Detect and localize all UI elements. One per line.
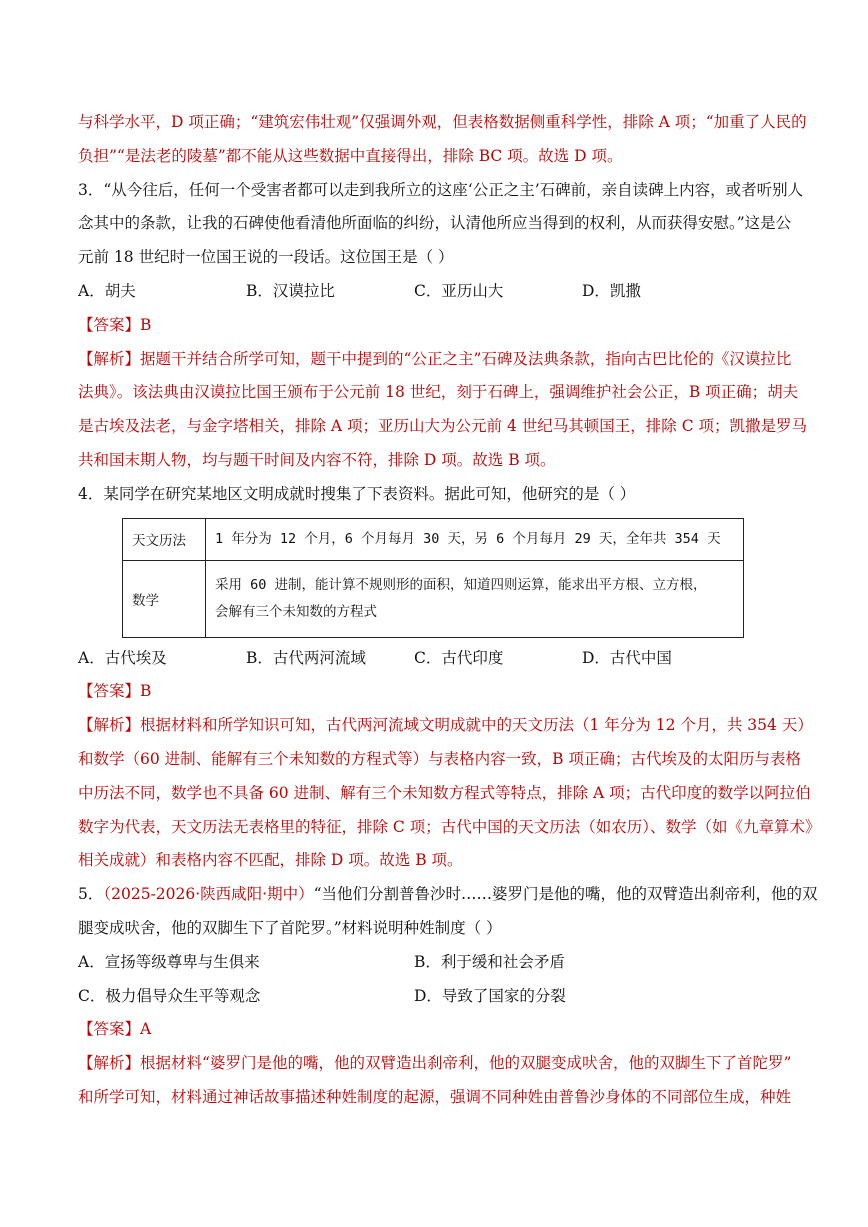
table-row [123, 518, 744, 560]
q5-options-row-1 [78, 946, 794, 980]
q5-analysis-line-1 [78, 1047, 794, 1081]
q3-answer [78, 309, 794, 343]
answer-value: B [140, 315, 152, 334]
q3-stem-line-2: 念其中的条款，让我的石碑使他看清他所面临的纠纷，认清他所应当得到的权利，从而获得安慰。”这是公 [78, 214, 792, 233]
q5-option-a: A．宣扬等级尊卑与生俱来 [78, 952, 260, 971]
table-row [123, 560, 744, 637]
answer-value: B [140, 682, 152, 701]
q5-stem-text: “当他们分割普鲁沙时……婆罗门是他的嘴，他的双臂造出刹帝利，他的双 [313, 885, 818, 904]
analysis-tag: 【解析】 [78, 349, 141, 368]
table-key-cell: 天文历法 [123, 518, 206, 560]
q5-source: （2025-2026·陕西咸阳·期中） [103, 885, 314, 904]
analysis-tag: 【解析】 [78, 716, 141, 735]
q4-analysis-line-5: 相关成就）和表格内容不匹配，排除 D 项。故选 B 项。 [78, 851, 463, 870]
table-value-line: 会解有三个未知数的方程式 [215, 603, 377, 620]
q4-option-a: A．古代埃及 [78, 648, 167, 667]
q3-stem-line-1: 3．“从今往后，任何一个受害者都可以走到我所立的这座‘公正之主’石碑前，亲自读碑上内容，或者听别人 [78, 180, 804, 199]
answer-tag: 【答案】 [78, 315, 141, 334]
q5-option-c: C．极力倡导众生平等观念 [78, 986, 261, 1005]
analysis-tag: 【解析】 [78, 1054, 141, 1073]
q4-answer [78, 675, 794, 709]
q4-analysis-line-2: 和数学（60 进制、能解有三个未知数的方程式等）与表格内容一致，B 项正确；古代埃及的太阳历与表格 [78, 749, 801, 768]
q4-option-b: B．古代两河流域 [246, 648, 366, 667]
q4-option-c: C．古代印度 [414, 648, 504, 667]
answer-tag: 【答案】 [78, 1020, 141, 1039]
q3-option-d: D．凯撒 [582, 281, 641, 300]
q3-option-a: A．胡夫 [78, 281, 136, 300]
q3-option-c: C．亚历山大 [414, 281, 504, 300]
q3-analysis-line-3: 是古埃及法老，与金字塔相关，排除 A 项；亚历山大为公元前 4 世纪马其顿国王，排除 C 项；凯撒是罗马 [78, 417, 807, 436]
answer-value: A [140, 1020, 152, 1039]
prev-analysis-line-1: 与科学水平，D 项正确；“建筑宏伟壮观”仅强调外观，但表格数据侧重科学性，排除 A 项；“加重了人民的 [78, 113, 807, 131]
q5-answer [78, 1013, 794, 1047]
q3-analysis-line-2: 法典》。该法典由汉谟拉比国王颁布于公元前 18 世纪，刻于石碑上，强调维护社会公正，B 项正确；胡夫 [78, 383, 799, 402]
document-page [78, 106, 821, 1115]
table-value-line: 1 年分为 12 个月，6 个月每月 30 天，另 6 个月每月 29 天，全年共 354 天 [215, 530, 721, 547]
q3-analysis-line-1 [78, 343, 794, 377]
q4-option-d: D．古代中国 [582, 648, 672, 667]
prev-analysis-line-2: 负担”“是法老的陵墓”都不能从这些数据中直接得出，排除 BC 项。故选 D 项。 [78, 146, 623, 165]
analysis-text: 根据材料和所学知识可知，古代两河流域文明成就中的天文历法（1 年分为 12 个月，共 354 天） [140, 716, 813, 735]
q5-number: 5． [78, 885, 104, 904]
q3-analysis-line-4: 共和国末期人物，均与题干时间及内容不符，排除 D 项。故选 B 项。 [78, 450, 556, 469]
q5-analysis-line-2: 和所学可知，材料通过神话故事描述种姓制度的起源，强调不同种姓由普鲁沙身体的不同部位生成，种姓 [78, 1087, 792, 1106]
q4-analysis-line-1 [78, 709, 813, 743]
q4-options [78, 642, 794, 676]
table-value-cell [206, 518, 744, 560]
q4-analysis-line-3: 中历法不同，数学也不具备 60 进制、解有三个未知数方程式等特点，排除 A 项；古代印度的数学以阿拉伯 [78, 783, 811, 802]
answer-tag: 【答案】 [78, 682, 141, 701]
q5-stem-line-1 [78, 878, 818, 912]
q3-option-b: B．汉谟拉比 [246, 281, 335, 300]
q4-analysis-line-4: 数字为代表，天文历法无表格里的特征，排除 C 项；古代中国的天文历法（如农历）、数学（如《九章算术》 [78, 817, 821, 836]
analysis-text: 据题干并结合所学可知，题干中提到的“公正之主”石碑及法典条款，指向古巴比伦的《汉谟拉比 [140, 349, 792, 368]
table-key-cell: 数学 [123, 560, 206, 637]
q3-options [78, 275, 794, 309]
q5-options-row-2 [78, 980, 794, 1014]
table-value-line: 采用 60 进制，能计算不规则形的面积，知道四则运算，能求出平方根、立方根， [215, 576, 707, 593]
q4-stem: 4．某同学在研究某地区文明成就时搜集了下表资料。据此可知，他研究的是（ ） [78, 484, 636, 503]
analysis-text: 根据材料“婆罗门是他的嘴，他的双臂造出刹帝利，他的双腿变成吠舍，他的双脚生下了首陀罗” [140, 1054, 792, 1073]
q4-table [122, 518, 744, 638]
q5-option-b: B．利于缓和社会矛盾 [414, 952, 565, 971]
q5-stem-line-2: 腿变成吠舍，他的双脚生下了首陀罗。”材料说明种姓制度（ ） [78, 918, 502, 937]
q5-option-d: D．导致了国家的分裂 [414, 986, 566, 1005]
q3-stem-line-3: 元前 18 世纪时一位国王说的一段话。这位国王是（ ） [78, 248, 454, 267]
table-value-cell [206, 560, 744, 637]
